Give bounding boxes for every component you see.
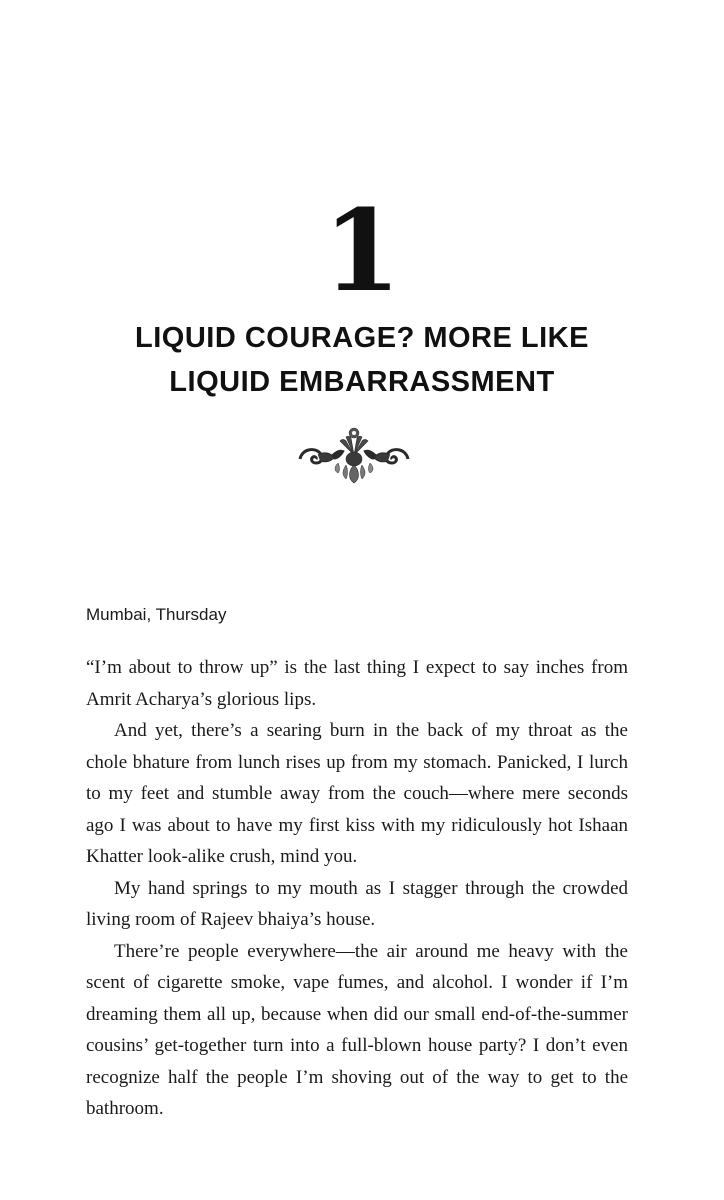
paragraph-3: My hand springs to my mouth as I stagger through the crowded living room of Rajeev bhaiya’s house.: [86, 877, 628, 930]
paragraph-1: “I’m about to throw up” is the last thing I expect to say inches from Amrit Acharya’s glorious lips.: [86, 657, 628, 710]
floral-ornament-icon: [296, 425, 412, 487]
paragraph-2: And yet, there’s a searing burn in the back of my throat as the chole bhature from lunch rises up from my stomach. Panicked, I lurch to my feet and stumble away from the couch—where mere seconds ago I was about to have my first kiss with my ridiculously hot Ishaan Khatter look-alike crush, mind you.: [86, 720, 628, 867]
chapter-title-line-1: LIQUID COURAGE? MORE LIKE: [135, 322, 589, 354]
chapter-title: [0, 316, 724, 404]
chapter-number: 1: [323, 186, 401, 317]
chapter-body: [86, 652, 628, 1125]
paragraph-4: There’re people everywhere—the air around me heavy with the scent of cigarette smoke, vape fumes, and alcohol. I wonder if I’m dreaming them all up, because when did our small end-of-the-summer cousins’ get-together turn into a full-blown house party? I don’t even recognize half the people I’m shoving out of the way to get to the bathroom.: [86, 940, 628, 1119]
dateline: Mumbai, Thursday: [86, 605, 227, 624]
chapter-title-line-2: LIQUID EMBARRASSMENT: [169, 366, 555, 398]
